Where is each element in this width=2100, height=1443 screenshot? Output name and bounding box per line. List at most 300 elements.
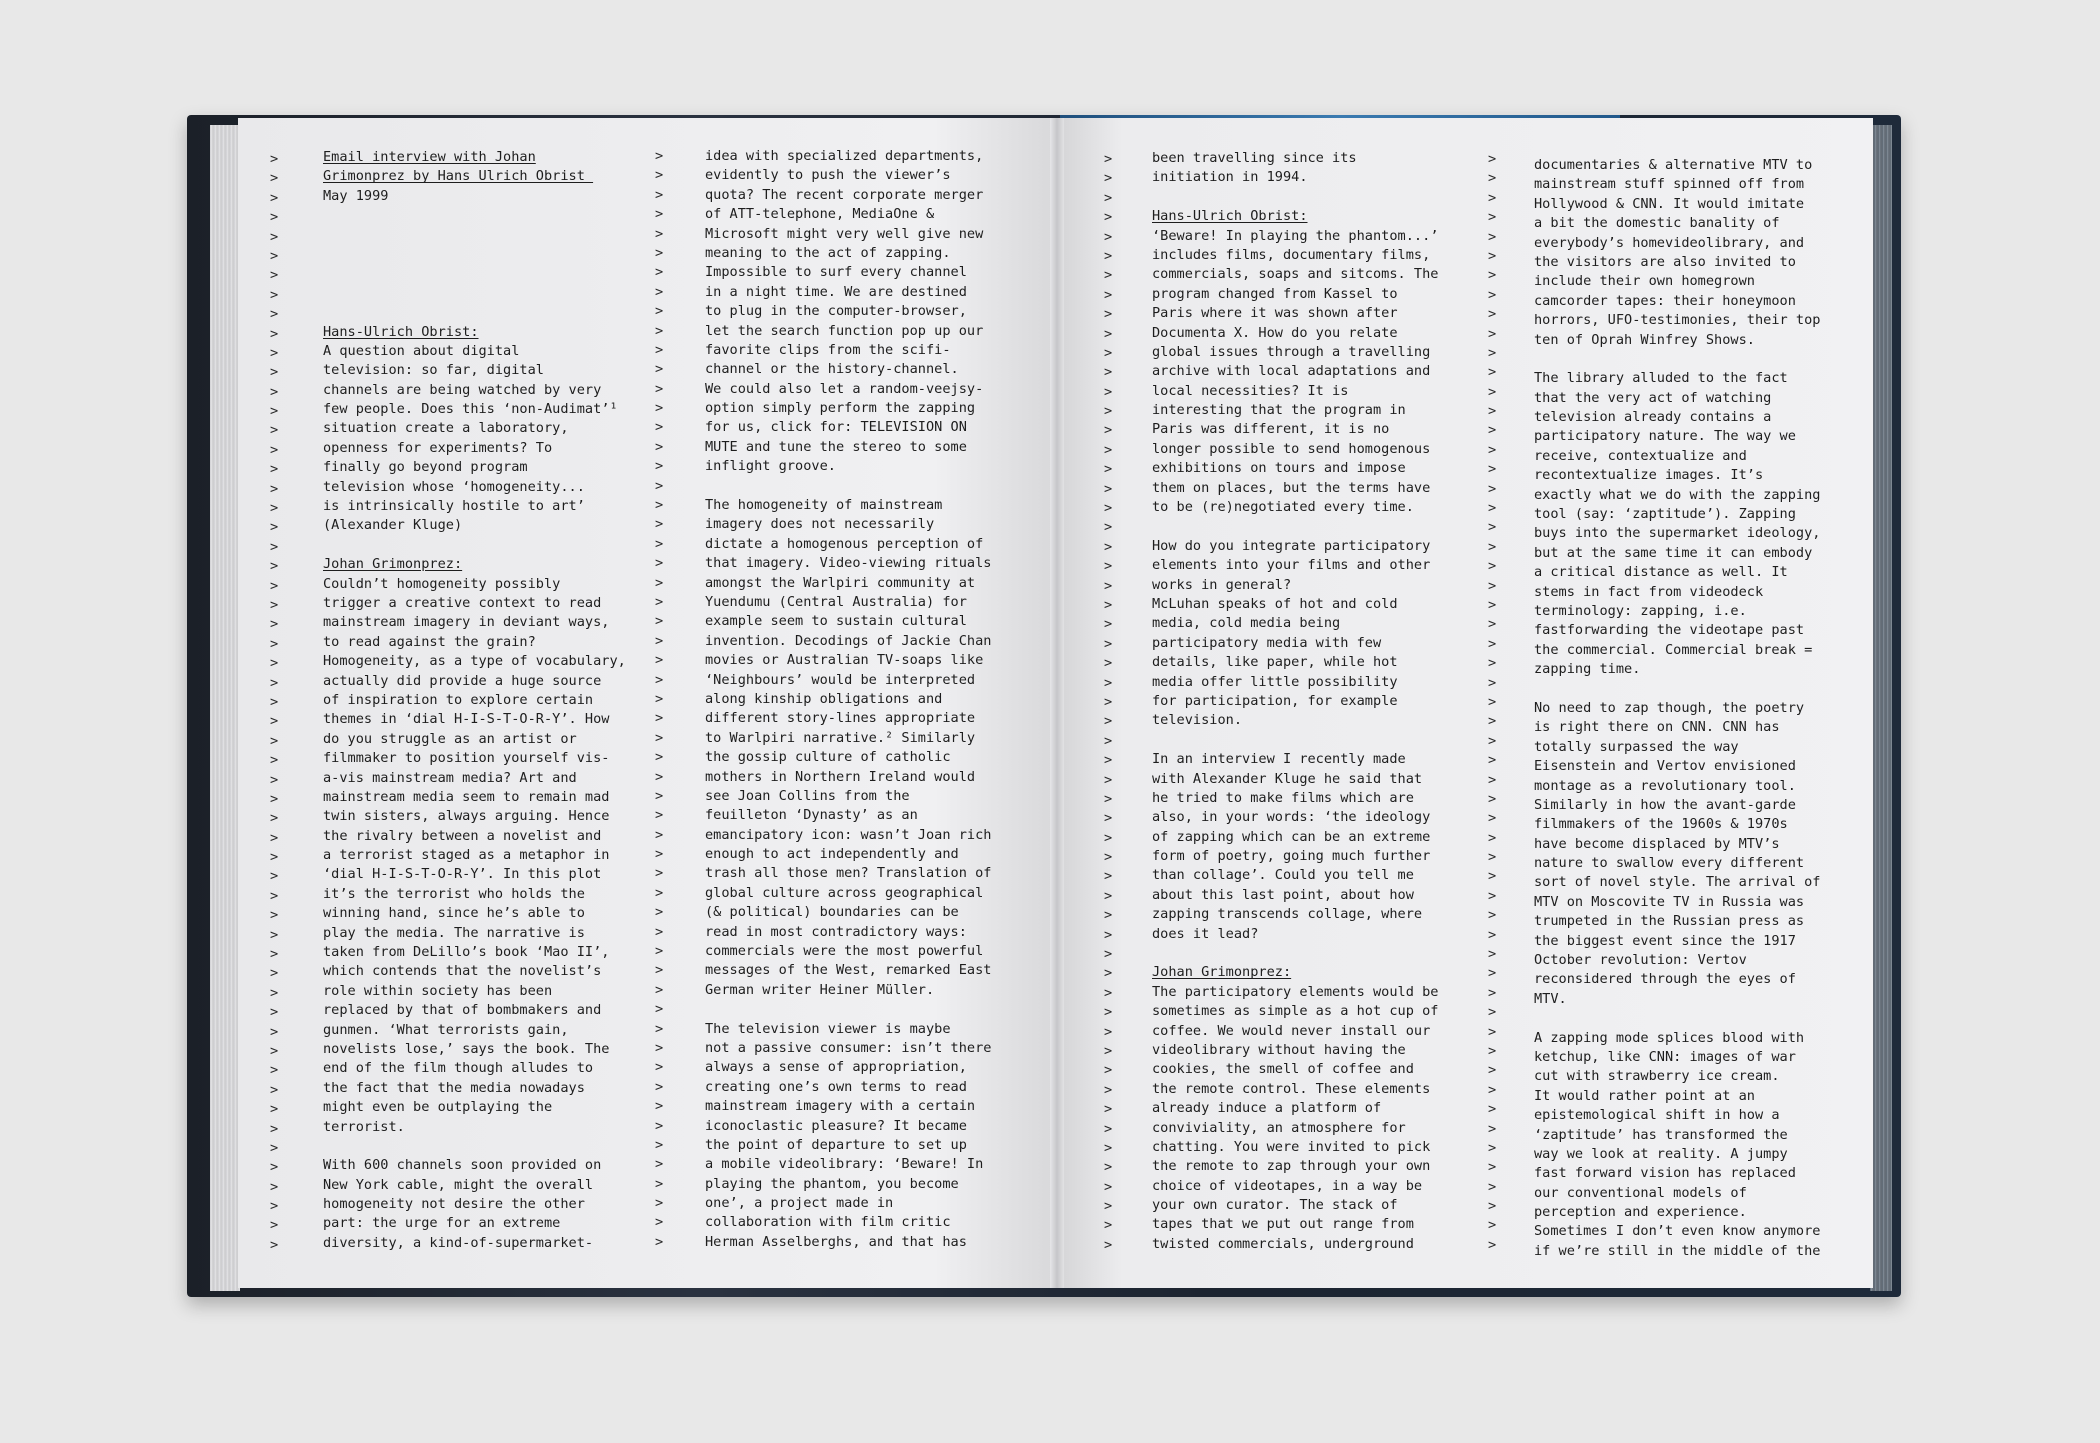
text-line: filmmakers of the 1960s & 1970s xyxy=(1534,816,1788,833)
text-line: ketchup, like CNN: images of war xyxy=(1534,1048,1796,1065)
margin-marker: > xyxy=(270,907,279,924)
text-line: terrorist. xyxy=(323,1118,405,1135)
margin-marker: > xyxy=(1488,558,1497,575)
text-line: is intrinsically hostile to art’ xyxy=(323,498,585,515)
text-line: of zapping which can be an extreme xyxy=(1152,828,1431,845)
text-line xyxy=(1534,680,1820,699)
text-line: idea with specialized departments, xyxy=(705,148,984,164)
margin-marker: > xyxy=(1488,344,1497,361)
text-line: replaced by that of bombmakers and xyxy=(323,1002,602,1019)
margin-marker: > xyxy=(1488,887,1497,904)
text-line: terminology: zapping, i.e. xyxy=(1534,602,1747,619)
margin-marker: > xyxy=(270,267,279,284)
text-line xyxy=(323,284,626,303)
text-line xyxy=(323,226,626,245)
margin-marker: > xyxy=(270,1198,279,1215)
text-line: the gossip culture of catholic xyxy=(705,749,951,766)
text-line: ‘zaptitude’ has transformed the xyxy=(1534,1126,1788,1143)
text-line: creating one’s own terms to read xyxy=(705,1078,967,1095)
margin-marker: > xyxy=(655,555,664,572)
margin-marker: > xyxy=(1104,926,1113,943)
text-line: but at the same time it can embody xyxy=(1534,544,1813,561)
margin-marker: > xyxy=(1104,635,1113,652)
text-line: iconoclastic pleasure? It became xyxy=(705,1117,967,1134)
text-line: ten of Oprah Winfrey Shows. xyxy=(1534,331,1755,348)
margin-marker: > xyxy=(1488,1198,1497,1215)
text-line: the remote control. These elements xyxy=(1152,1080,1431,1097)
margin-marker: > xyxy=(655,981,664,998)
text-column-3 xyxy=(1152,149,1438,1254)
text-line: media, cold media being xyxy=(1152,615,1341,632)
text-line: sort of novel style. The arrival of xyxy=(1534,874,1821,891)
text-line: read in most contradictory ways: xyxy=(705,923,967,940)
margin-marker: > xyxy=(270,926,279,943)
text-line: mainstream imagery with a certain xyxy=(705,1098,976,1115)
text-line: messages of the West, remarked East xyxy=(705,962,992,979)
margin-marker: > xyxy=(655,167,664,184)
text-line: movies or Australian TV-soaps like xyxy=(705,652,984,669)
text-line: let the search function pop up our xyxy=(705,322,984,339)
margin-marker: > xyxy=(270,344,279,361)
section-heading: Email interview with Johan xyxy=(323,149,536,165)
text-line: A zapping mode splices blood with xyxy=(1534,1029,1805,1046)
text-column-2 xyxy=(705,147,991,1252)
margin-marker: > xyxy=(1104,441,1113,458)
text-line: Similarly in how the avant-garde xyxy=(1534,796,1796,813)
margin-marker: > xyxy=(270,1101,279,1118)
text-line: mainstream media seem to remain mad xyxy=(323,788,610,805)
margin-marker: > xyxy=(655,303,664,320)
text-line: is right there on CNN. CNN has xyxy=(1534,719,1780,736)
margin-marker: > xyxy=(655,1078,664,1095)
margin-marker: > xyxy=(270,1062,279,1079)
text-line: winning hand, since he’s able to xyxy=(323,905,585,922)
text-line xyxy=(1152,188,1438,207)
margin-marker: > xyxy=(1104,286,1113,303)
margin-marker: > xyxy=(1488,480,1497,497)
text-line: twin sisters, always arguing. Hence xyxy=(323,808,610,825)
margin-marker: > xyxy=(655,943,664,960)
margin-marker: > xyxy=(655,322,664,339)
text-line: way we look at reality. A jumpy xyxy=(1534,1145,1788,1162)
margin-marker: > xyxy=(655,1059,664,1076)
margin-marker: > xyxy=(655,865,664,882)
margin-marker: > xyxy=(1488,1042,1497,1059)
text-line: nature to swallow every different xyxy=(1534,855,1805,872)
margin-marker: > xyxy=(1104,170,1113,187)
margin-marker: > xyxy=(655,244,664,261)
text-line: also, in your words: ‘the ideology xyxy=(1152,809,1431,826)
margin-marker: > xyxy=(1104,984,1113,1001)
text-line: our conventional models of xyxy=(1534,1184,1747,1201)
margin-marker: > xyxy=(1104,209,1113,226)
text-line: if we’re still in the middle of the xyxy=(1534,1242,1821,1259)
margin-marker: > xyxy=(270,1023,279,1040)
text-line: it’s the terrorist who holds the xyxy=(323,885,585,902)
text-line: media offer little possibility xyxy=(1152,673,1398,690)
text-line: ‘Neighbours’ would be interpreted xyxy=(705,671,976,688)
margin-marker: > xyxy=(1104,558,1113,575)
text-line: The homogeneity of mainstream xyxy=(705,497,943,514)
text-line: tool (say: ‘zaptitude’). Zapping xyxy=(1534,506,1796,523)
text-line: the point of departure to set up xyxy=(705,1136,967,1153)
margin-marker: > xyxy=(1488,849,1497,866)
text-line: fastforwarding the videotape past xyxy=(1534,622,1805,639)
margin-marker: > xyxy=(270,713,279,730)
text-line: choice of videotapes, in a way be xyxy=(1152,1177,1423,1194)
margin-marker: > xyxy=(1104,1236,1113,1253)
margin-marker: > xyxy=(270,151,279,167)
margin-marker: > xyxy=(1488,519,1497,536)
margin-marker: > xyxy=(1104,1159,1113,1176)
text-line: evidently to push the viewer’s xyxy=(705,167,951,184)
margin-marker: > xyxy=(655,341,664,358)
margin-marker: > xyxy=(1104,732,1113,749)
text-line: the commercial. Commercial break = xyxy=(1534,641,1813,658)
margin-marker: > xyxy=(270,810,279,827)
text-line: camcorder tapes: their honeymoon xyxy=(1534,292,1796,309)
margin-marker: > xyxy=(1488,577,1497,594)
margin-marker: > xyxy=(1488,306,1497,323)
text-line: global culture across geographical xyxy=(705,884,984,901)
margin-marker: > xyxy=(1488,635,1497,652)
margin-marker: > xyxy=(1488,209,1497,226)
margin-marker: > xyxy=(1104,1217,1113,1234)
text-line: have become displaced by MTV’s xyxy=(1534,835,1780,852)
margin-marker: > xyxy=(270,422,279,439)
text-line: about this last point, about how xyxy=(1152,886,1414,903)
text-line: trash all those men? Translation of xyxy=(705,865,992,882)
margin-marker: > xyxy=(270,461,279,478)
text-line: Couldn’t homogeneity possibly xyxy=(323,575,561,592)
margin-marker: > xyxy=(270,519,279,536)
text-line: themes in ‘dial H-I-S-T-O-R-Y’. How xyxy=(323,711,610,728)
text-line: McLuhan speaks of hot and cold xyxy=(1152,595,1398,612)
text-line: channels are being watched by very xyxy=(323,381,602,398)
margin-marker: > xyxy=(270,1139,279,1156)
margin-marker: > xyxy=(1104,1004,1113,1021)
text-line: participatory nature. The way we xyxy=(1534,428,1796,445)
margin-marker: > xyxy=(270,693,279,710)
margin-marker: > xyxy=(270,849,279,866)
text-line: recontextualize images. It’s xyxy=(1534,467,1764,484)
text-line: chatting. You were invited to pick xyxy=(1152,1138,1431,1155)
margin-marker: > xyxy=(1104,480,1113,497)
text-line: ‘dial H-I-S-T-O-R-Y’. In this plot xyxy=(323,866,602,883)
margin-marker: > xyxy=(270,209,279,226)
margin-marker: > xyxy=(270,306,279,323)
text-line: program changed from Kassel to xyxy=(1152,285,1398,302)
margin-marker: > xyxy=(1104,1178,1113,1195)
margin-marker: > xyxy=(655,1233,664,1250)
margin-marker: > xyxy=(655,419,664,436)
text-line: situation create a laboratory, xyxy=(323,420,569,437)
margin-arrows-col4 xyxy=(1488,150,1496,1255)
margin-marker: > xyxy=(270,577,279,594)
margin-marker: > xyxy=(1104,325,1113,342)
text-line: conviviality, an atmosphere for xyxy=(1152,1119,1406,1136)
margin-marker: > xyxy=(1104,946,1113,963)
margin-marker: > xyxy=(655,535,664,552)
margin-marker: > xyxy=(1104,364,1113,381)
text-line: few people. Does this ‘non-Audimat’¹ xyxy=(323,401,618,418)
text-line: ‘Beware! In playing the phantom...’ xyxy=(1152,227,1439,244)
text-line: (Alexander Kluge) xyxy=(323,517,463,534)
margin-marker: > xyxy=(1488,655,1497,672)
text-line: diversity, a kind-of-supermarket- xyxy=(323,1234,594,1251)
text-line: montage as a revolutionary tool. xyxy=(1534,777,1796,794)
margin-marker: > xyxy=(1488,422,1497,439)
margin-marker: > xyxy=(655,497,664,514)
text-line: cut with strawberry ice cream. xyxy=(1534,1068,1780,1085)
text-line: that imagery. Video-viewing rituals xyxy=(705,555,992,572)
margin-marker: > xyxy=(655,1117,664,1134)
margin-marker: > xyxy=(1488,189,1497,206)
margin-marker: > xyxy=(270,383,279,400)
text-line: Documenta X. How do you relate xyxy=(1152,324,1398,341)
text-line: A question about digital xyxy=(323,342,520,359)
margin-marker: > xyxy=(270,403,279,420)
margin-marker: > xyxy=(1104,771,1113,788)
text-column-4 xyxy=(1534,156,1820,1261)
text-line: mothers in Northern Ireland would xyxy=(705,768,976,785)
margin-marker: > xyxy=(655,574,664,591)
text-line: he tried to make films which are xyxy=(1152,789,1414,806)
margin-marker: > xyxy=(1488,383,1497,400)
margin-marker: > xyxy=(655,593,664,610)
text-line: The library alluded to the fact xyxy=(1534,370,1788,387)
text-line: Eisenstein and Vertov envisioned xyxy=(1534,758,1796,775)
text-line: finally go beyond program xyxy=(323,459,528,476)
text-line: The television viewer is maybe xyxy=(705,1020,951,1037)
text-line: in a night time. We are destined xyxy=(705,283,967,300)
text-line: not a passive consumer: isn’t there xyxy=(705,1039,992,1056)
text-line xyxy=(323,536,626,555)
margin-marker: > xyxy=(1104,1101,1113,1118)
text-line: dictate a homogenous perception of xyxy=(705,535,984,552)
margin-marker: > xyxy=(655,826,664,843)
text-line: play the media. The narrative is xyxy=(323,924,585,941)
margin-marker: > xyxy=(655,438,664,455)
text-line: one’, a project made in xyxy=(705,1195,894,1212)
text-line: No need to zap though, the poetry xyxy=(1534,699,1805,716)
margin-marker: > xyxy=(270,1081,279,1098)
section-heading: Hans-Ulrich Obrist: xyxy=(1152,208,1308,225)
text-line: to plug in the computer-browser, xyxy=(705,303,967,320)
margin-marker: > xyxy=(655,148,664,164)
text-line: twisted commercials, underground xyxy=(1152,1235,1414,1252)
text-line: details, like paper, while hot xyxy=(1152,654,1398,671)
margin-marker: > xyxy=(655,671,664,688)
margin-marker: > xyxy=(1104,829,1113,846)
text-line: Impossible to surf every channel xyxy=(705,264,967,281)
text-line: cookies, the smell of coffee and xyxy=(1152,1061,1414,1078)
margin-marker: > xyxy=(655,458,664,475)
text-line: amongst the Warlpiri community at xyxy=(705,574,976,591)
margin-marker: > xyxy=(655,1039,664,1056)
margin-marker: > xyxy=(1104,907,1113,924)
margin-marker: > xyxy=(1104,383,1113,400)
margin-marker: > xyxy=(655,846,664,863)
text-line: participatory media with few xyxy=(1152,634,1382,651)
margin-marker: > xyxy=(1104,1198,1113,1215)
margin-marker: > xyxy=(270,732,279,749)
text-line xyxy=(323,245,626,264)
text-line: include their own homegrown xyxy=(1534,273,1755,290)
margin-marker: > xyxy=(270,655,279,672)
text-line xyxy=(1152,731,1438,750)
text-line: channel or the history-channel. xyxy=(705,361,959,378)
margin-marker: > xyxy=(655,904,664,921)
text-line: favorite clips from the scifi- xyxy=(705,341,951,358)
text-line: openness for experiments? To xyxy=(323,439,553,456)
margin-marker: > xyxy=(270,965,279,982)
margin-marker: > xyxy=(1488,713,1497,730)
margin-marker: > xyxy=(1104,849,1113,866)
margin-marker: > xyxy=(270,286,279,303)
margin-arrows-col1 xyxy=(270,150,278,1255)
text-line: MTV. xyxy=(1534,990,1567,1007)
margin-marker: > xyxy=(270,635,279,652)
text-line xyxy=(323,1137,626,1156)
margin-marker: > xyxy=(270,829,279,846)
margin-marker: > xyxy=(655,923,664,940)
margin-marker: > xyxy=(1104,519,1113,536)
text-line: meaning to the act of zapping. xyxy=(705,244,951,261)
margin-marker: > xyxy=(270,247,279,264)
margin-marker: > xyxy=(1104,965,1113,982)
text-line: Paris was different, it is no xyxy=(1152,421,1390,438)
page-stack-edge-right xyxy=(1870,125,1892,1291)
margin-marker: > xyxy=(1488,1004,1497,1021)
text-line: includes films, documentary films, xyxy=(1152,246,1431,263)
margin-marker: > xyxy=(655,632,664,649)
text-line: been travelling since its xyxy=(1152,150,1357,166)
text-line: do you struggle as an artist or xyxy=(323,730,577,747)
margin-marker: > xyxy=(655,749,664,766)
margin-marker: > xyxy=(1488,926,1497,943)
text-line: always a sense of appropriation, xyxy=(705,1059,967,1076)
text-line: tapes that we put out range from xyxy=(1152,1216,1414,1233)
text-line: example seem to sustain cultural xyxy=(705,613,967,630)
text-line: emancipatory icon: wasn’t Joan rich xyxy=(705,826,992,843)
margin-marker: > xyxy=(1104,267,1113,284)
text-line: already induce a platform of xyxy=(1152,1100,1382,1117)
text-line: trumpeted in the Russian press as xyxy=(1534,913,1805,930)
margin-marker: > xyxy=(1488,868,1497,885)
margin-marker: > xyxy=(1104,674,1113,691)
margin-marker: > xyxy=(270,752,279,769)
margin-marker: > xyxy=(1104,500,1113,517)
text-line: to be (re)negotiated every time. xyxy=(1152,499,1414,516)
section-heading: Johan Grimonprez: xyxy=(1152,964,1292,981)
text-line: to Warlpiri narrative.² Similarly xyxy=(705,729,976,746)
text-line: zapping time. xyxy=(1534,661,1641,678)
margin-marker: > xyxy=(1104,752,1113,769)
text-line: collaboration with film critic xyxy=(705,1214,951,1231)
text-line: the rivalry between a novelist and xyxy=(323,827,602,844)
text-line: Hollywood & CNN. It would imitate xyxy=(1534,195,1805,212)
text-line: fast forward vision has replaced xyxy=(1534,1165,1796,1182)
section-heading: Grimonprez by Hans Ulrich Obrist xyxy=(323,168,594,185)
text-line: videolibrary without having the xyxy=(1152,1041,1406,1058)
margin-marker: > xyxy=(1104,713,1113,730)
margin-marker: > xyxy=(1488,1217,1497,1234)
margin-marker: > xyxy=(655,1001,664,1018)
margin-marker: > xyxy=(655,380,664,397)
margin-marker: > xyxy=(655,652,664,669)
margin-marker: > xyxy=(1104,1120,1113,1137)
margin-marker: > xyxy=(1104,577,1113,594)
text-line: gunmen. ‘What terrorists gain, xyxy=(323,1021,569,1038)
margin-marker: > xyxy=(1488,151,1497,167)
text-line: which contends that the novelist’s xyxy=(323,963,602,980)
text-line: archive with local adaptations and xyxy=(1152,363,1431,380)
margin-marker: > xyxy=(1488,247,1497,264)
text-line: Homogeneity, as a type of vocabulary, xyxy=(323,653,626,670)
text-line xyxy=(323,303,626,322)
text-line: might even be outplaying the xyxy=(323,1099,553,1116)
margin-marker: > xyxy=(1488,267,1497,284)
margin-marker: > xyxy=(655,962,664,979)
margin-marker: > xyxy=(1488,790,1497,807)
text-line: to read against the grain? xyxy=(323,633,536,650)
text-line: Microsoft might very well give new xyxy=(705,225,984,242)
margin-marker: > xyxy=(1488,1236,1497,1253)
text-line: May 1999 xyxy=(323,187,389,204)
text-line: With 600 channels soon provided on xyxy=(323,1157,602,1174)
section-heading: Johan Grimonprez: xyxy=(323,556,463,573)
margin-marker: > xyxy=(1488,829,1497,846)
text-line: We could also let a random-veejsy- xyxy=(705,380,984,397)
margin-marker: > xyxy=(1488,616,1497,633)
text-line: form of poetry, going much further xyxy=(1152,848,1431,865)
book-gutter xyxy=(1050,118,1064,1288)
margin-marker: > xyxy=(655,477,664,494)
margin-marker: > xyxy=(1488,907,1497,924)
margin-marker: > xyxy=(1488,752,1497,769)
text-line: of ATT-telephone, MediaOne & xyxy=(705,206,935,223)
margin-marker: > xyxy=(655,729,664,746)
margin-marker: > xyxy=(655,361,664,378)
text-line: television whose ‘homogeneity... xyxy=(323,478,585,495)
margin-marker: > xyxy=(1104,461,1113,478)
text-line: MUTE and tune the stereo to some xyxy=(705,438,967,455)
text-line: for participation, for example xyxy=(1152,692,1398,709)
margin-marker: > xyxy=(270,1004,279,1021)
margin-marker: > xyxy=(1488,674,1497,691)
margin-marker: > xyxy=(270,325,279,342)
margin-marker: > xyxy=(270,500,279,517)
margin-marker: > xyxy=(1104,1139,1113,1156)
text-line: option simply perform the zapping xyxy=(705,400,976,417)
text-line: zapping transcends collage, where xyxy=(1152,906,1423,923)
margin-marker: > xyxy=(270,1217,279,1234)
text-line: reconsidered through the eyes of xyxy=(1534,971,1796,988)
text-line: them on places, but the terms have xyxy=(1152,479,1431,496)
text-line: sometimes as simple as a hot cup of xyxy=(1152,1003,1439,1020)
text-line: the biggest event since the 1917 xyxy=(1534,932,1796,949)
margin-marker: > xyxy=(270,596,279,613)
margin-marker: > xyxy=(1488,596,1497,613)
text-line: with Alexander Kluge he said that xyxy=(1152,770,1423,787)
margin-marker: > xyxy=(1488,946,1497,963)
margin-marker: > xyxy=(655,400,664,417)
margin-marker: > xyxy=(655,516,664,533)
margin-marker: > xyxy=(1488,1159,1497,1176)
margin-marker: > xyxy=(655,613,664,630)
margin-marker: > xyxy=(655,710,664,727)
